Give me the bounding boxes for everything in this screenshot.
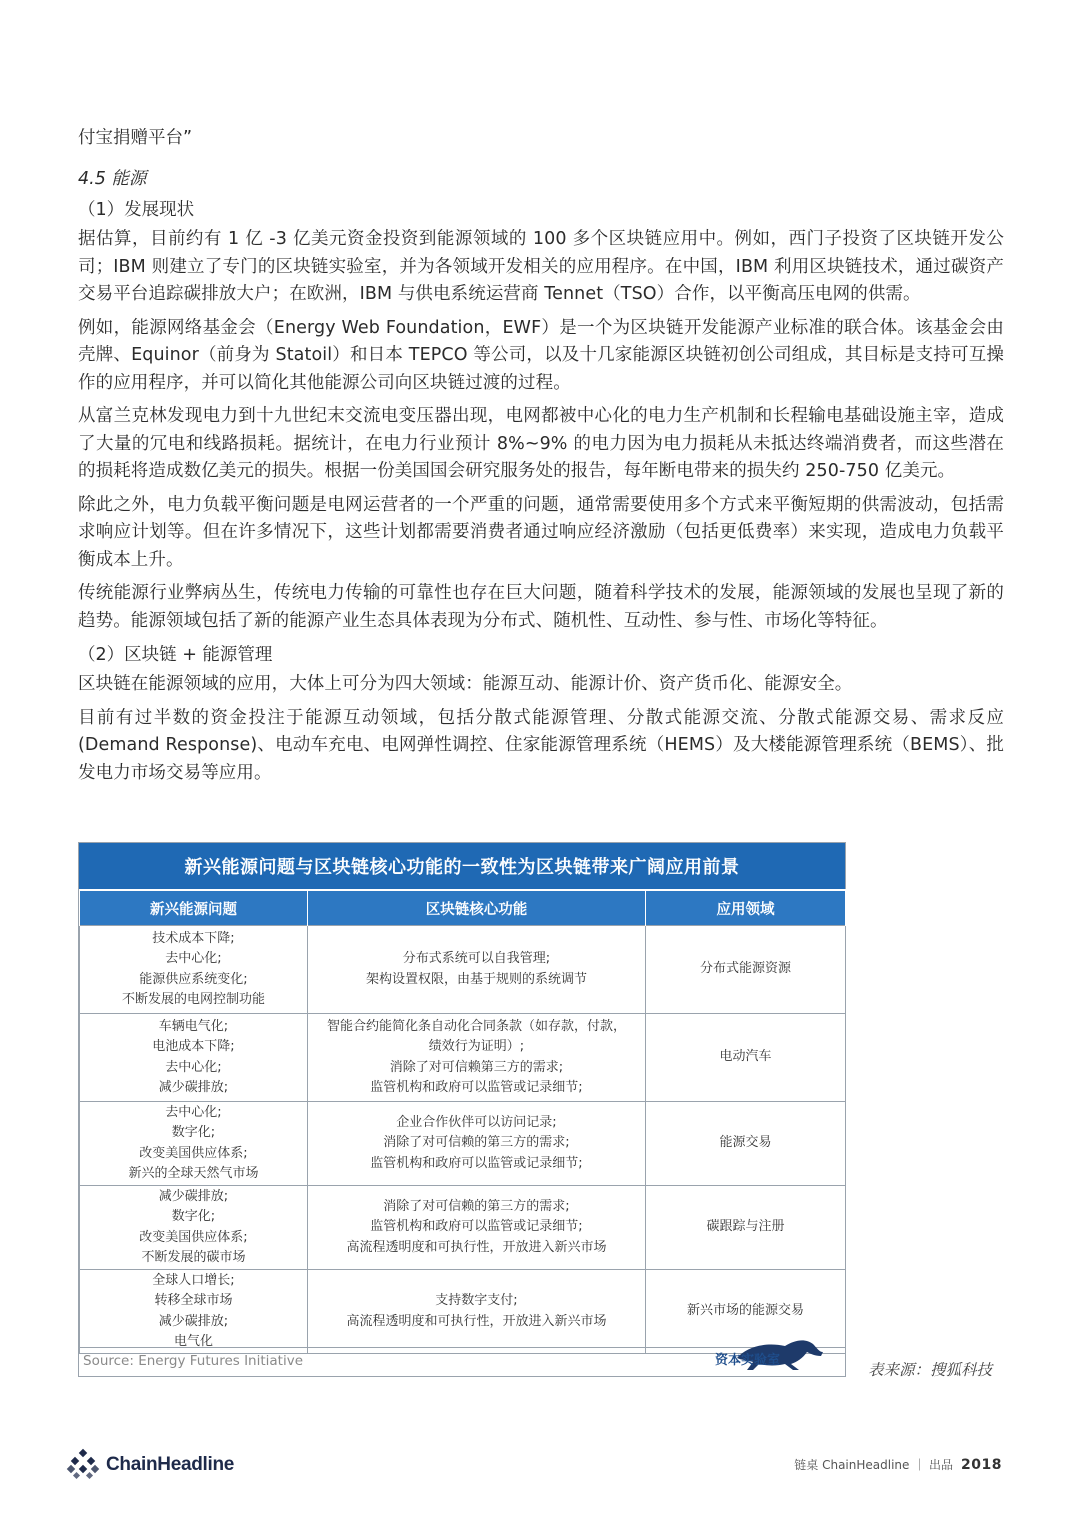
- issue-line: 不断发展的碳市场: [141, 1250, 246, 1265]
- footer-brand-text: ChainHeadline: [106, 1454, 235, 1475]
- cell-functions: [308, 1102, 646, 1186]
- function-line: 消除了对可信赖第三方的需求;: [389, 1059, 564, 1075]
- issue-line: 新兴的全球天然气市场: [128, 1166, 259, 1181]
- table-row: [80, 1102, 846, 1186]
- function-line: 企业合作伙伴可以访问记录;: [396, 1114, 557, 1130]
- cell-issues: [80, 926, 308, 1014]
- function-line: 高流程透明度和可执行性，开放进入新兴市场: [346, 1313, 607, 1329]
- function-line: 智能合约能简化条自动化合同条款（如存款，付款，: [326, 1018, 626, 1034]
- cell-functions: [308, 1014, 646, 1102]
- intro-line: 付宝捐赠平台”: [78, 128, 193, 148]
- table-source-row: [79, 1347, 845, 1376]
- issue-line: 能源供应系统变化;: [139, 971, 248, 987]
- cell-field: 新兴市场的能源交易: [646, 1270, 846, 1354]
- issue-line: 车辆电气化;: [158, 1018, 229, 1034]
- footer-credit: [794, 1456, 1002, 1473]
- cell-issues: [80, 1270, 308, 1354]
- issue-line: 全球人口增长;: [152, 1272, 235, 1288]
- subsection-title-2: （2）区块链 + 能源管理: [78, 645, 273, 665]
- issue-line: 不断发展的电网控制功能: [121, 992, 265, 1007]
- issue-line: 改变美国供应体系;: [139, 1229, 248, 1245]
- body-text: [78, 124, 1004, 793]
- issue-line: 去中心化;: [165, 1104, 222, 1120]
- issue-line: 减少碳排放;: [158, 1080, 229, 1095]
- paragraph: 从富兰克林发现电力到十九世纪末交流电变压器出现，电网都被中心化的电力生产机制和长程输电基础设施主宰，造成了大量的冗电和线路损耗。据统计，在电力行业预计 8%~9% 的电力因为电力损耗从未抵达终端消费者，而这些潜在的损耗将造成数亿美元的损失。根据一份美国国会研究服务处的报告，每年断电带来的损失约 250-750 亿美元。: [78, 406, 1004, 481]
- function-line: 高流程透明度和可执行性，开放进入新兴市场: [346, 1239, 607, 1255]
- cell-field: 能源交易: [646, 1102, 846, 1186]
- paragraph: 除此之外，电力负载平衡问题是电网运营者的一个严重的问题，通常需要使用多个方式来平衡短期的供需波动，包括需求响应计划等。但在许多情况下，这些计划都需要消费者通过响应经济激励（包括更低费率）来实现，造成电力负载平衡成本上升。: [78, 494, 1004, 570]
- paragraph: 例如，能源网络基金会（Energy Web Foundation，EWF）是一个为区块链开发能源产业标准的联合体。该基金会由壳牌、Equinor（前身为 Statoil）和日本 TEPCO 等公司，以及十几家能源区块链初创公司组成，其目标是支持可互操作的应用程序，并可以简化其他能源公司向区块链过渡的过程。: [78, 317, 1004, 393]
- table-title: 新兴能源问题与区块链核心功能的一致性为区块链带来广阔应用前景: [79, 843, 845, 889]
- paragraph: 目前有过半数的资金投注于能源互动领域，包括分散式能源管理、分散式能源交流、分散式能源交易、需求反应(Demand Response)、电动车充电、电网弹性调控、住家能源管理系统（HEMS）及大楼能源管理系统（BEMS）、批发电力市场交易等应用。: [78, 707, 1004, 783]
- comparison-table: [78, 842, 846, 1377]
- function-line: 消除了对可信赖的第三方的需求;: [383, 1135, 570, 1151]
- issue-line: 去中心化;: [165, 1059, 222, 1075]
- issue-line: 改变美国供应体系;: [139, 1145, 248, 1161]
- table-row: [80, 1186, 846, 1270]
- function-line: 架构设置权限，由基于规则的系统调节: [365, 971, 587, 987]
- function-line: 监管机构和政府可以监管或记录细节;: [370, 1080, 583, 1095]
- function-line: 分布式系统可以自我管理;: [402, 951, 551, 966]
- table-header-row: [80, 890, 846, 926]
- table-source-text: Source: Energy Futures Initiative: [83, 1353, 304, 1369]
- table-grid: [79, 889, 846, 1354]
- footer-brand: [66, 1448, 234, 1482]
- issue-line: 电池成本下降;: [152, 1039, 235, 1054]
- lab-logo: [707, 1328, 827, 1374]
- cell-field: 碳跟踪与注册: [646, 1186, 846, 1270]
- function-line: 支持数字支付;: [435, 1293, 518, 1308]
- cell-functions: [308, 1186, 646, 1270]
- lab-logo-text: 资本实验室: [715, 1353, 781, 1368]
- function-line: 消除了对可信赖的第三方的需求;: [383, 1198, 570, 1214]
- chainheadline-logo-icon: [66, 1448, 100, 1482]
- paragraph-group-1: [78, 226, 1004, 635]
- header-functions: 区块链核心功能: [308, 890, 646, 926]
- function-line: 监管机构和政府可以监管或记录细节;: [370, 1219, 583, 1235]
- footer-credit-text: 链桌 ChainHeadline ｜ 出品: [794, 1458, 954, 1472]
- issue-line: 数字化;: [171, 1125, 216, 1140]
- issue-line: 去中心化;: [165, 951, 222, 966]
- paragraph-group-2: [78, 671, 1004, 787]
- function-line: 监管机构和政府可以监管或记录细节;: [370, 1155, 583, 1171]
- cell-issues: [80, 1102, 308, 1186]
- subsection-title-1: （1）发展现状: [78, 200, 195, 220]
- cell-field: 分布式能源资源: [646, 926, 846, 1014]
- issue-line: 数字化;: [171, 1209, 216, 1224]
- table-credit: 表来源：搜狐科技: [868, 1361, 993, 1379]
- header-field: 应用领域: [646, 890, 846, 926]
- section-title: 4.5 能源: [78, 169, 147, 189]
- function-line: 绩效行为证明）;: [428, 1039, 525, 1054]
- paragraph: 据估算，目前约有 1 亿 -3 亿美元资金投资到能源领域的 100 多个区块链应用中。例如，西门子投资了区块链开发公司；IBM 则建立了专门的区块链实验室，并为各领域开发相关的应用程序。在中国，IBM 利用区块链技术，通过碳资产交易平台追踪碳排放大户；在欧洲，IBM 与供电系统运营商 Tennet（TSO）合作，以平衡高压电网的供需。: [78, 229, 1004, 304]
- table-row: [80, 1014, 846, 1102]
- issue-line: 减少碳排放;: [158, 1188, 229, 1204]
- paragraph: 传统能源行业弊病丛生，传统电力传输的可靠性也存在巨大问题，随着科学技术的发展，能源领域的发展也呈现了新的趋势。能源领域包括了新的能源产业生态具体表现为分布式、随机性、互动性、参与性、市场化等特征。: [78, 583, 1004, 631]
- issue-line: 技术成本下降;: [152, 930, 235, 946]
- issue-line: 电气化: [173, 1334, 213, 1349]
- cell-field: 电动汽车: [646, 1014, 846, 1102]
- table-row: [80, 926, 846, 1014]
- paragraph: 区块链在能源领域的应用，大体上可分为四大领域：能源互动、能源计价、资产货币化、能源安全。: [78, 674, 853, 694]
- footer-year: 2018: [961, 1456, 1002, 1473]
- cell-issues: [80, 1186, 308, 1270]
- issue-line: 减少碳排放;: [158, 1313, 229, 1329]
- cell-issues: [80, 1014, 308, 1102]
- cell-functions: [308, 1270, 646, 1354]
- issue-line: 转移全球市场: [154, 1293, 233, 1308]
- header-issues: 新兴能源问题: [80, 890, 308, 926]
- cell-functions: [308, 926, 646, 1014]
